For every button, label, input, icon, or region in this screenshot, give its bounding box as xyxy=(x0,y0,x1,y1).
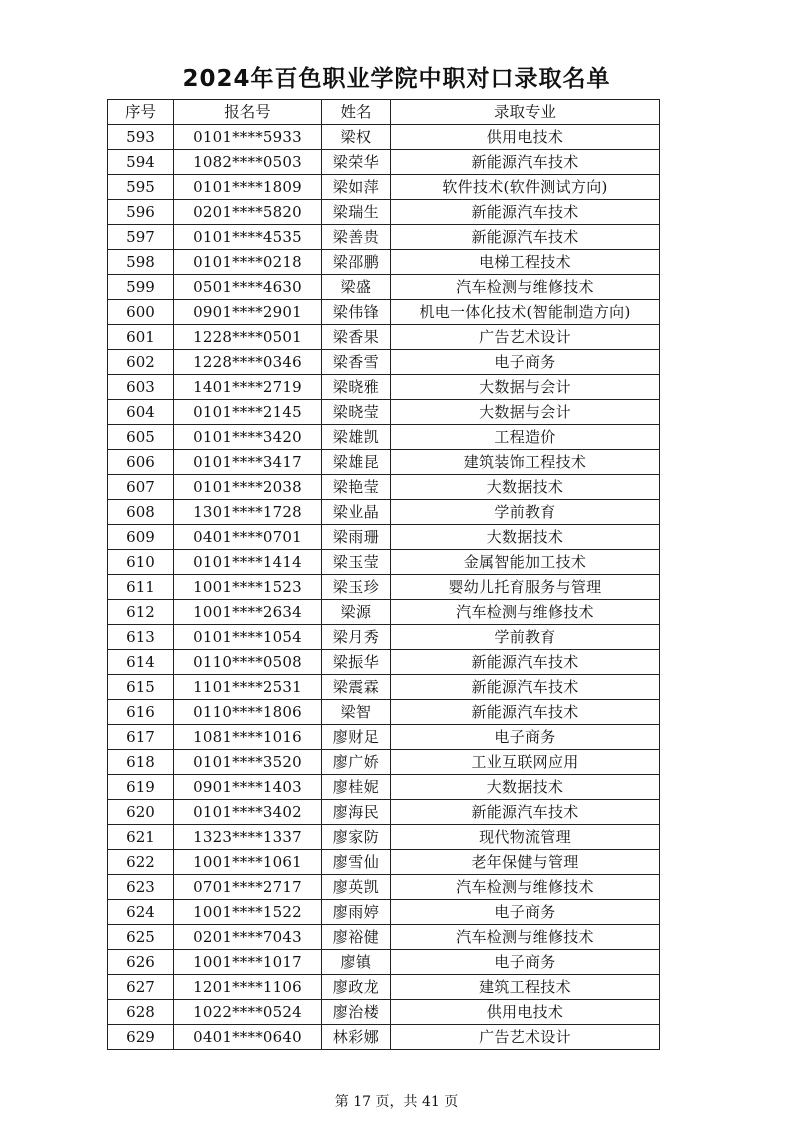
cell-major: 新能源汽车技术 xyxy=(391,225,660,250)
table-header-row xyxy=(108,100,660,125)
cell-name: 梁业晶 xyxy=(322,500,391,525)
table-row xyxy=(108,725,660,750)
cell-major: 汽车检测与维修技术 xyxy=(391,600,660,625)
cell-reg-no: 0101****3420 xyxy=(174,425,322,450)
cell-seq: 617 xyxy=(108,725,174,750)
table-body xyxy=(108,125,660,1050)
cell-seq: 623 xyxy=(108,875,174,900)
cell-reg-no: 1001****1522 xyxy=(174,900,322,925)
table-row xyxy=(108,975,660,1000)
cell-name: 廖政龙 xyxy=(322,975,391,1000)
cell-major: 大数据与会计 xyxy=(391,375,660,400)
cell-seq: 620 xyxy=(108,800,174,825)
cell-major: 电梯工程技术 xyxy=(391,250,660,275)
cell-major: 机电一体化技术(智能制造方向) xyxy=(391,300,660,325)
cell-major: 新能源汽车技术 xyxy=(391,675,660,700)
cell-name: 廖家防 xyxy=(322,825,391,850)
cell-reg-no: 1001****1017 xyxy=(174,950,322,975)
cell-major: 新能源汽车技术 xyxy=(391,200,660,225)
cell-reg-no: 1001****1061 xyxy=(174,850,322,875)
cell-name: 廖镇 xyxy=(322,950,391,975)
cell-major: 汽车检测与维修技术 xyxy=(391,875,660,900)
cell-name: 廖治楼 xyxy=(322,1000,391,1025)
cell-major: 学前教育 xyxy=(391,500,660,525)
cell-seq: 610 xyxy=(108,550,174,575)
cell-reg-no: 1022****0524 xyxy=(174,1000,322,1025)
table-row xyxy=(108,750,660,775)
cell-seq: 627 xyxy=(108,975,174,1000)
cell-reg-no: 0901****1403 xyxy=(174,775,322,800)
cell-name: 梁月秀 xyxy=(322,625,391,650)
cell-name: 梁邵鹏 xyxy=(322,250,391,275)
cell-seq: 619 xyxy=(108,775,174,800)
cell-reg-no: 0110****0508 xyxy=(174,650,322,675)
cell-seq: 616 xyxy=(108,700,174,725)
cell-name: 梁晓莹 xyxy=(322,400,391,425)
header-seq: 序号 xyxy=(108,100,174,125)
table-row xyxy=(108,500,660,525)
table-row xyxy=(108,125,660,150)
cell-name: 梁玉莹 xyxy=(322,550,391,575)
cell-reg-no: 0201****5820 xyxy=(174,200,322,225)
table-row xyxy=(108,1025,660,1050)
cell-major: 供用电技术 xyxy=(391,1000,660,1025)
cell-name: 梁如萍 xyxy=(322,175,391,200)
cell-reg-no: 0901****2901 xyxy=(174,300,322,325)
cell-seq: 628 xyxy=(108,1000,174,1025)
cell-name: 廖裕健 xyxy=(322,925,391,950)
table-row xyxy=(108,275,660,300)
table-row xyxy=(108,825,660,850)
cell-major: 金属智能加工技术 xyxy=(391,550,660,575)
cell-reg-no: 0101****2038 xyxy=(174,475,322,500)
cell-reg-no: 0401****0701 xyxy=(174,525,322,550)
cell-major: 电子商务 xyxy=(391,900,660,925)
table-row xyxy=(108,325,660,350)
cell-seq: 618 xyxy=(108,750,174,775)
cell-name: 廖雪仙 xyxy=(322,850,391,875)
table-row xyxy=(108,400,660,425)
cell-seq: 612 xyxy=(108,600,174,625)
header-major: 录取专业 xyxy=(391,100,660,125)
cell-major: 广告艺术设计 xyxy=(391,1025,660,1050)
cell-seq: 593 xyxy=(108,125,174,150)
table-row xyxy=(108,550,660,575)
cell-reg-no: 0101****3402 xyxy=(174,800,322,825)
cell-seq: 613 xyxy=(108,625,174,650)
cell-major: 建筑工程技术 xyxy=(391,975,660,1000)
cell-major: 老年保健与管理 xyxy=(391,850,660,875)
table-row xyxy=(108,375,660,400)
cell-major: 电子商务 xyxy=(391,350,660,375)
table-row xyxy=(108,875,660,900)
cell-seq: 597 xyxy=(108,225,174,250)
cell-name: 林彩娜 xyxy=(322,1025,391,1050)
cell-reg-no: 0101****1414 xyxy=(174,550,322,575)
cell-name: 廖财足 xyxy=(322,725,391,750)
cell-name: 梁智 xyxy=(322,700,391,725)
cell-name: 梁荣华 xyxy=(322,150,391,175)
table-row xyxy=(108,675,660,700)
cell-name: 梁源 xyxy=(322,600,391,625)
cell-name: 梁善贵 xyxy=(322,225,391,250)
cell-reg-no: 1001****2634 xyxy=(174,600,322,625)
cell-reg-no: 1323****1337 xyxy=(174,825,322,850)
cell-name: 廖桂妮 xyxy=(322,775,391,800)
cell-major: 大数据技术 xyxy=(391,775,660,800)
cell-major: 工业互联网应用 xyxy=(391,750,660,775)
cell-reg-no: 0101****4535 xyxy=(174,225,322,250)
cell-reg-no: 1082****0503 xyxy=(174,150,322,175)
cell-major: 电子商务 xyxy=(391,725,660,750)
table-row xyxy=(108,350,660,375)
cell-name: 廖广娇 xyxy=(322,750,391,775)
table-row xyxy=(108,300,660,325)
cell-name: 梁香雪 xyxy=(322,350,391,375)
cell-seq: 603 xyxy=(108,375,174,400)
cell-name: 梁雄昆 xyxy=(322,450,391,475)
header-reg-no: 报名号 xyxy=(174,100,322,125)
table-row xyxy=(108,200,660,225)
cell-major: 新能源汽车技术 xyxy=(391,800,660,825)
table-row xyxy=(108,450,660,475)
cell-name: 梁瑞生 xyxy=(322,200,391,225)
table-row xyxy=(108,525,660,550)
cell-major: 建筑装饰工程技术 xyxy=(391,450,660,475)
cell-reg-no: 0101****3417 xyxy=(174,450,322,475)
cell-seq: 605 xyxy=(108,425,174,450)
cell-seq: 607 xyxy=(108,475,174,500)
cell-major: 工程造价 xyxy=(391,425,660,450)
cell-reg-no: 1301****1728 xyxy=(174,500,322,525)
cell-name: 廖雨婷 xyxy=(322,900,391,925)
cell-name: 梁雨珊 xyxy=(322,525,391,550)
cell-reg-no: 1401****2719 xyxy=(174,375,322,400)
cell-seq: 625 xyxy=(108,925,174,950)
cell-seq: 594 xyxy=(108,150,174,175)
cell-reg-no: 0501****4630 xyxy=(174,275,322,300)
cell-reg-no: 1001****1523 xyxy=(174,575,322,600)
cell-seq: 609 xyxy=(108,525,174,550)
cell-name: 梁香果 xyxy=(322,325,391,350)
cell-major: 新能源汽车技术 xyxy=(391,150,660,175)
cell-major: 供用电技术 xyxy=(391,125,660,150)
cell-seq: 621 xyxy=(108,825,174,850)
cell-seq: 595 xyxy=(108,175,174,200)
cell-reg-no: 1228****0346 xyxy=(174,350,322,375)
table-row xyxy=(108,575,660,600)
cell-major: 新能源汽车技术 xyxy=(391,650,660,675)
table-row xyxy=(108,800,660,825)
cell-major: 电子商务 xyxy=(391,950,660,975)
cell-seq: 604 xyxy=(108,400,174,425)
cell-name: 廖英凯 xyxy=(322,875,391,900)
cell-name: 廖海民 xyxy=(322,800,391,825)
table-row xyxy=(108,850,660,875)
cell-major: 大数据技术 xyxy=(391,475,660,500)
cell-reg-no: 0401****0640 xyxy=(174,1025,322,1050)
cell-seq: 611 xyxy=(108,575,174,600)
cell-major: 大数据与会计 xyxy=(391,400,660,425)
table-row xyxy=(108,225,660,250)
table-row xyxy=(108,625,660,650)
cell-major: 汽车检测与维修技术 xyxy=(391,925,660,950)
cell-reg-no: 0110****1806 xyxy=(174,700,322,725)
table-row xyxy=(108,175,660,200)
cell-seq: 629 xyxy=(108,1025,174,1050)
cell-seq: 601 xyxy=(108,325,174,350)
cell-seq: 608 xyxy=(108,500,174,525)
cell-major: 现代物流管理 xyxy=(391,825,660,850)
table-row xyxy=(108,1000,660,1025)
cell-seq: 600 xyxy=(108,300,174,325)
cell-reg-no: 0101****0218 xyxy=(174,250,322,275)
cell-reg-no: 0101****3520 xyxy=(174,750,322,775)
cell-name: 梁雄凯 xyxy=(322,425,391,450)
cell-major: 学前教育 xyxy=(391,625,660,650)
cell-reg-no: 1081****1016 xyxy=(174,725,322,750)
cell-reg-no: 0201****7043 xyxy=(174,925,322,950)
cell-major: 大数据技术 xyxy=(391,525,660,550)
header-name: 姓名 xyxy=(322,100,391,125)
cell-seq: 626 xyxy=(108,950,174,975)
cell-major: 汽车检测与维修技术 xyxy=(391,275,660,300)
table-row xyxy=(108,425,660,450)
table-row xyxy=(108,950,660,975)
cell-reg-no: 0101****2145 xyxy=(174,400,322,425)
table-row xyxy=(108,775,660,800)
cell-reg-no: 0101****5933 xyxy=(174,125,322,150)
cell-name: 梁伟锋 xyxy=(322,300,391,325)
cell-name: 梁震霖 xyxy=(322,675,391,700)
cell-major: 广告艺术设计 xyxy=(391,325,660,350)
cell-name: 梁振华 xyxy=(322,650,391,675)
table-row xyxy=(108,150,660,175)
table-row xyxy=(108,925,660,950)
cell-name: 梁玉珍 xyxy=(322,575,391,600)
cell-name: 梁权 xyxy=(322,125,391,150)
page-number: 第 17 页，共 41 页 xyxy=(334,1094,459,1110)
cell-seq: 614 xyxy=(108,650,174,675)
cell-reg-no: 1228****0501 xyxy=(174,325,322,350)
table-row xyxy=(108,250,660,275)
table-row xyxy=(108,900,660,925)
table-row xyxy=(108,650,660,675)
cell-seq: 602 xyxy=(108,350,174,375)
table-row xyxy=(108,600,660,625)
cell-seq: 622 xyxy=(108,850,174,875)
admission-table xyxy=(107,99,660,1050)
cell-name: 梁艳莹 xyxy=(322,475,391,500)
cell-major: 软件技术(软件测试方向) xyxy=(391,175,660,200)
table-row xyxy=(108,475,660,500)
cell-reg-no: 1101****2531 xyxy=(174,675,322,700)
cell-reg-no: 0101****1054 xyxy=(174,625,322,650)
table-row xyxy=(108,700,660,725)
cell-reg-no: 1201****1106 xyxy=(174,975,322,1000)
cell-reg-no: 0701****2717 xyxy=(174,875,322,900)
cell-seq: 615 xyxy=(108,675,174,700)
cell-major: 新能源汽车技术 xyxy=(391,700,660,725)
cell-seq: 596 xyxy=(108,200,174,225)
cell-seq: 599 xyxy=(108,275,174,300)
document-title: 2024年百色职业学院中职对口录取名单 xyxy=(182,66,611,92)
cell-name: 梁盛 xyxy=(322,275,391,300)
cell-major: 婴幼儿托育服务与管理 xyxy=(391,575,660,600)
cell-reg-no: 0101****1809 xyxy=(174,175,322,200)
cell-seq: 624 xyxy=(108,900,174,925)
cell-seq: 598 xyxy=(108,250,174,275)
cell-seq: 606 xyxy=(108,450,174,475)
cell-name: 梁晓雅 xyxy=(322,375,391,400)
